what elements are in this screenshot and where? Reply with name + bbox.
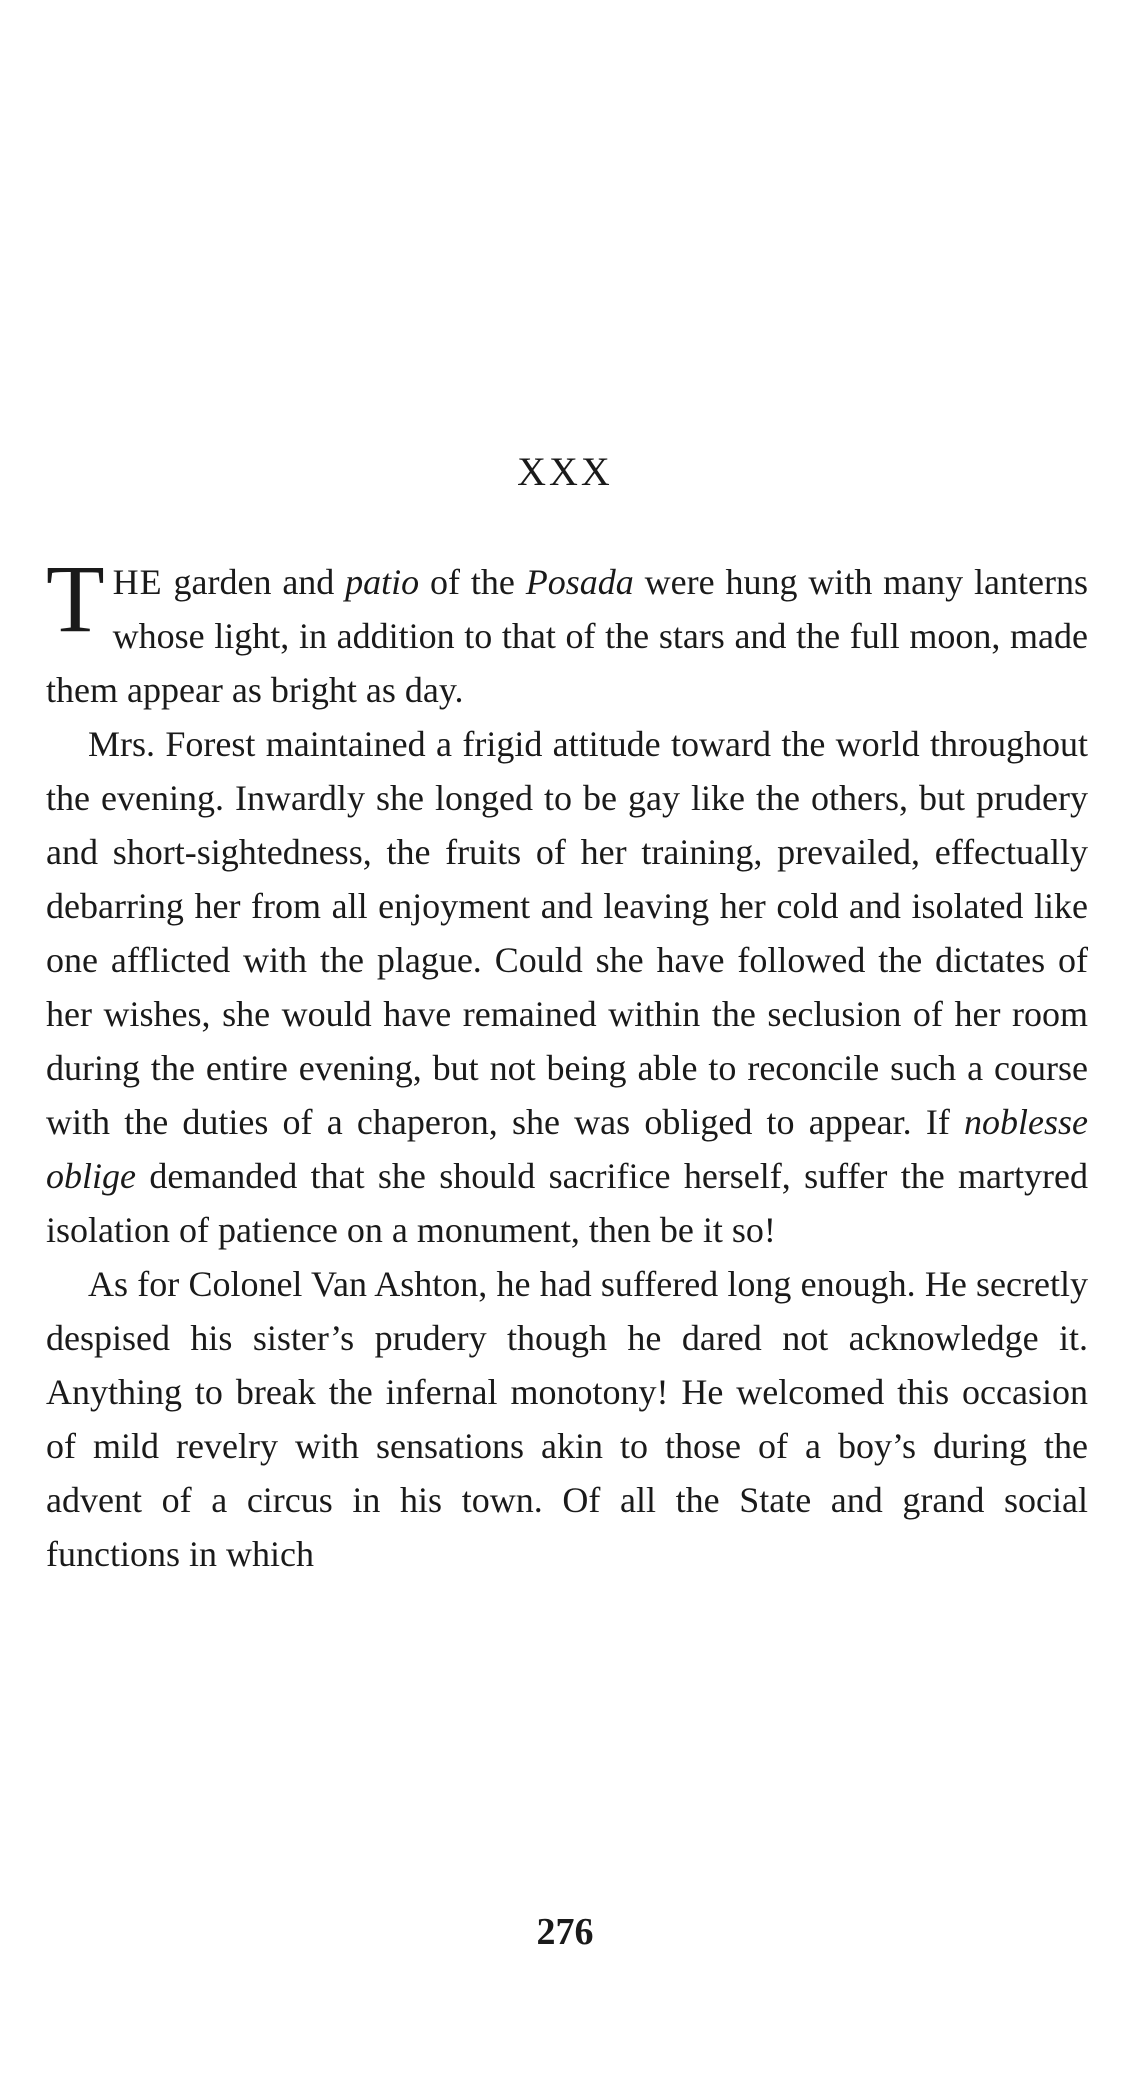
chapter-heading: XXX <box>517 449 613 494</box>
opening-word: HE <box>112 562 163 602</box>
italic-term: Posada <box>525 562 634 602</box>
drop-cap: T <box>46 545 105 652</box>
paragraph-text: As for Colonel Van Ashton, he had suffered long enough. He secretly despised his sister’s prudery though he dared not acknowledge it. Anything to break the infernal monotony! He welcomed this occasion of mild revelry with sensations akin to those of a boy’s during the advent of a circus in his town. Of all the State and grand social functions in which <box>46 1264 1088 1574</box>
italic-term: noblesse oblige <box>46 1102 1088 1196</box>
body-text <box>46 545 1088 1581</box>
paragraph-3 <box>46 1257 1088 1581</box>
paragraph-text: of the <box>419 562 526 602</box>
paragraph-text: were hung with many lanterns whose light, in addition to that of the stars and the full moon, made them appear as bright as day. <box>46 562 1088 710</box>
paragraph-1 <box>46 545 1088 717</box>
paragraph-text: Mrs. Forest maintained a frigid attitude toward the world throughout the evening. Inwardly she longed to be gay like the others, but prudery and short-sightedness, the fruits of her training, prevailed, effectually debarring her from all enjoyment and leaving her cold and isolated like one afflicted with the plague. Could she have followed the dictates of her wishes, she would have remained within the seclusion of her room during the entire evening, but not being able to reconcile such a course with the duties of a chaperon, she was obliged to appear. If <box>46 724 1088 1142</box>
italic-term: patio <box>345 562 420 602</box>
paragraph-text: demanded that she should sacrifice herself, suffer the martyred isolation of patience on a monument, then be it so! <box>46 1156 1088 1250</box>
page-number: 276 <box>536 1911 594 1953</box>
paragraph-text: garden and <box>162 562 346 602</box>
paragraph-2 <box>46 717 1088 1257</box>
